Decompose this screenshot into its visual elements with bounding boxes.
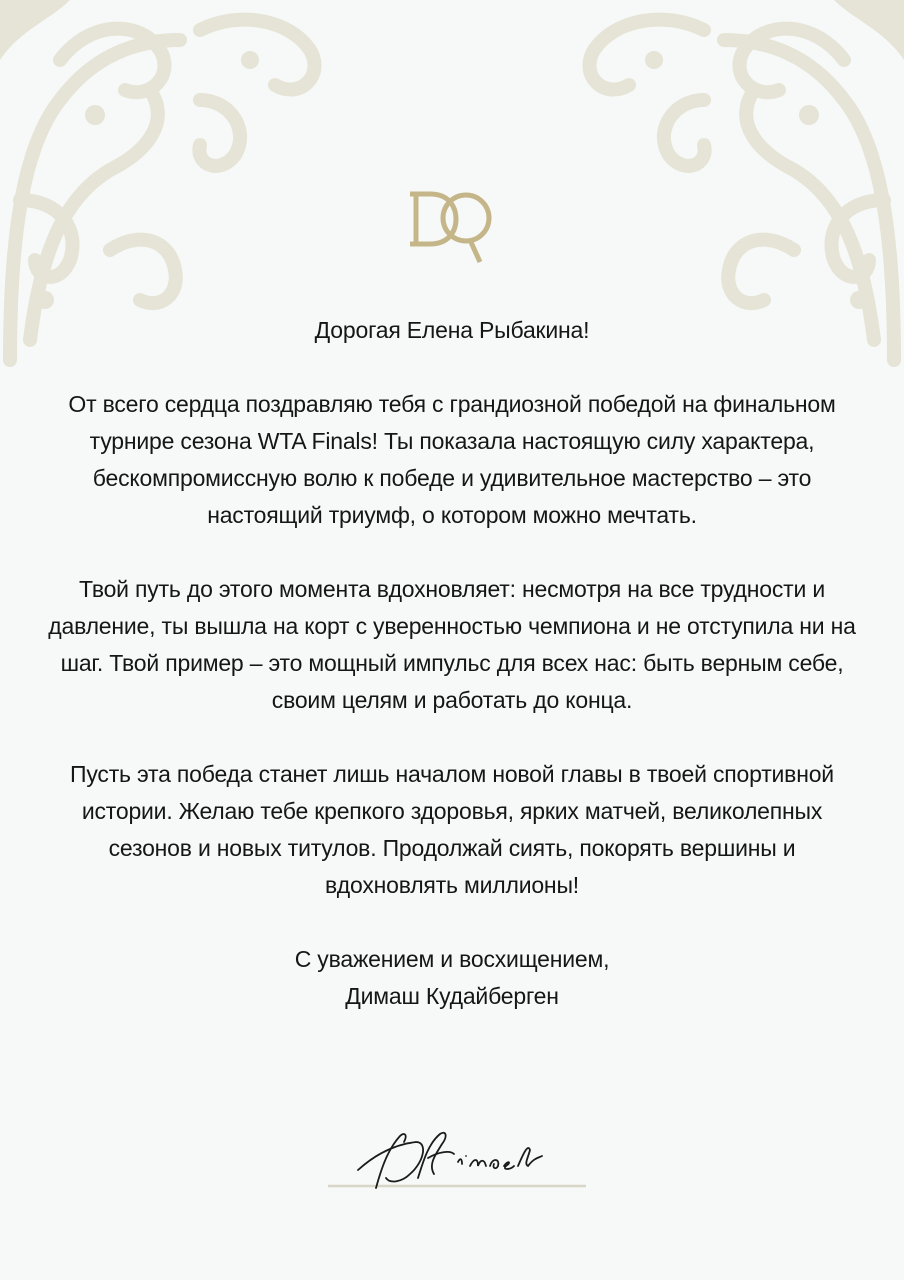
dq-monogram-icon (400, 182, 500, 272)
signature (328, 1122, 588, 1194)
dq-logo (400, 182, 500, 272)
closing: С уважением и восхищением, (294, 946, 610, 972)
paragraph-3: Пусть эта победа станет лишь началом новой главы в твоей спортивной истории. Желаю тебе крепкого здоровья, ярких матчей, великолепных сезонов и новых титулов. Продолжай сиять, покорять вершины и вдохновлять миллионы! (70, 761, 834, 898)
signature-icon (328, 1122, 588, 1194)
paragraph-2: Твой путь до этого момента вдохновляет: несмотря на все трудности и давление, ты вышла на корт с уверенностью чемпиона и не отступила ни на шаг. Твой пример – это мощный импульс для всех нас: быть верным себе, своим целям и работать до конца. (48, 576, 856, 713)
greeting: Дорогая Елена Рыбакина! (314, 317, 590, 343)
signer-name: Димаш Кудайберген (345, 983, 559, 1009)
paragraph-1: От всего сердца поздравляю тебя с грандиозной победой на финальном турнире сезона WTA Finals! Ты показала настоящую силу характера, бескомпромиссную волю к победе и удивительное мастерство – это настоящий триумф, о котором можно мечтать. (68, 391, 836, 528)
letter-body (40, 312, 864, 1015)
